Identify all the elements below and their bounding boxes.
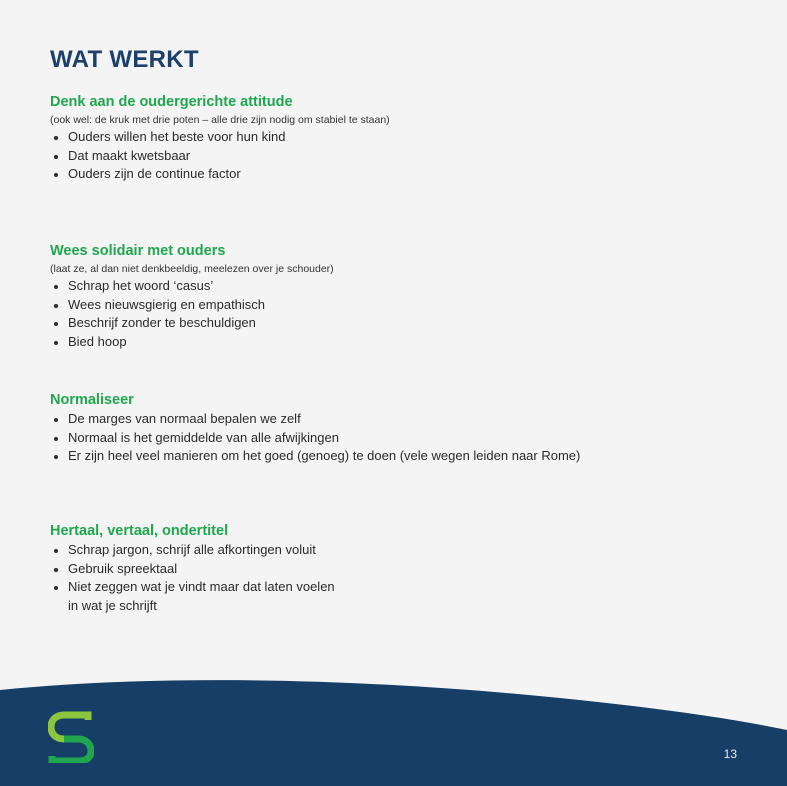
bullet-list xyxy=(50,541,750,615)
list-item xyxy=(50,578,750,615)
list-item: Bied hoop xyxy=(50,333,750,352)
list-item: Normaal is het gemiddelde van alle afwijkingen xyxy=(50,429,750,448)
list-item: Ouders willen het beste voor hun kind xyxy=(50,128,750,147)
bullet-list xyxy=(50,277,750,351)
list-item: Schrap jargon, schrijf alle afkortingen voluit xyxy=(50,541,750,560)
list-item-line-continued: in wat je schrijft xyxy=(68,597,157,613)
list-item: Gebruik spreektaal xyxy=(50,560,750,579)
list-item: Beschrijf zonder te beschuldigen xyxy=(50,314,750,333)
section-heading: Hertaal, vertaal, ondertitel xyxy=(50,523,229,539)
page-number: 13 xyxy=(723,747,737,761)
section-note: (ook wel: de kruk met drie poten – alle drie zijn nodig om stabiel te staan) xyxy=(50,114,390,126)
section-oudergerichte-attitude xyxy=(50,93,750,184)
section-heading: Wees solidair met ouders xyxy=(50,243,226,259)
list-item: Wees nieuwsgierig en empathisch xyxy=(50,296,750,315)
list-item: Ouders zijn de continue factor xyxy=(50,165,750,184)
list-item: De marges van normaal bepalen we zelf xyxy=(50,410,750,429)
s-logo-icon xyxy=(48,711,94,763)
bullet-list xyxy=(50,128,750,184)
list-item-line: Niet zeggen wat je vindt maar dat laten voelen xyxy=(68,579,335,595)
footer-wave xyxy=(0,670,787,786)
footer-wave-shape xyxy=(0,680,787,786)
section-solidair xyxy=(50,242,750,351)
list-item: Dat maakt kwetsbaar xyxy=(50,147,750,166)
section-heading: Normaliseer xyxy=(50,392,134,408)
bullet-list xyxy=(50,410,750,466)
section-normaliseer xyxy=(50,391,750,466)
section-heading: Denk aan de oudergerichte attitude xyxy=(50,94,293,110)
list-item: Er zijn heel veel manieren om het goed (genoeg) te doen (vele wegen leiden naar Rome) xyxy=(50,447,750,466)
page-title: WAT WERKT xyxy=(50,46,199,73)
section-note: (laat ze, al dan niet denkbeeldig, meelezen over je schouder) xyxy=(50,263,334,275)
section-hertaal xyxy=(50,522,750,615)
list-item: Schrap het woord ‘casus’ xyxy=(50,277,750,296)
